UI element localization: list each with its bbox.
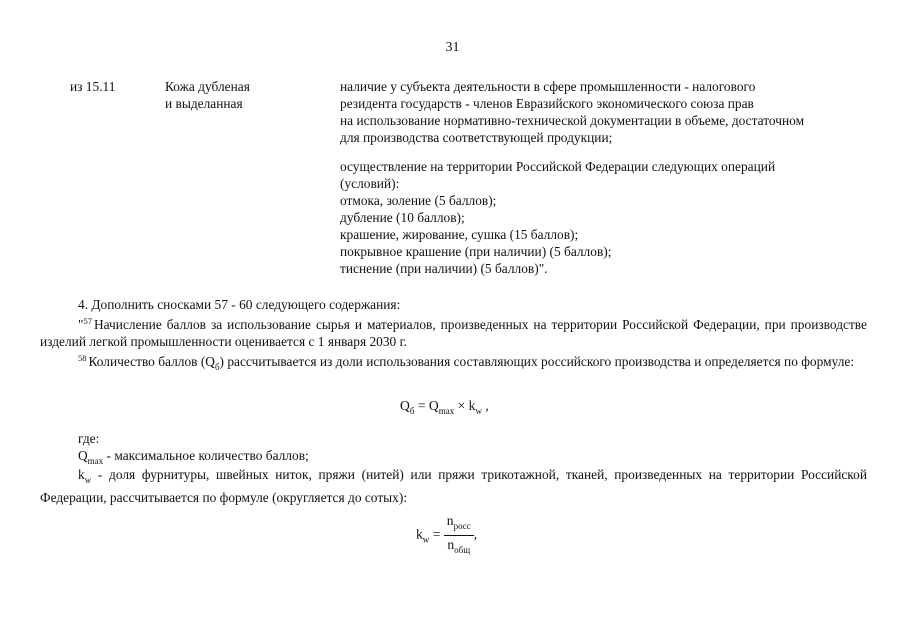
where-label: где: (78, 431, 100, 446)
condition-line: резидента государств - членов Евразийского экономического союза прав (340, 96, 754, 111)
condition-line: для производства соответствующей продукции; (340, 130, 613, 145)
footnote-58: $^{58}$ Количество баллов $(Q_б)$ рассчитывается из доли использования составляющих российского производства и определяется по формуле: (78, 353, 855, 372)
row-product-name (165, 78, 250, 112)
footnote-57-text: Начисление баллов за использование сырья и материалов, произведенных на территории Российской Федерации, при производстве изделий легкой промышленности оценивается с 1 января 2030 г. (40, 317, 867, 349)
row-conditions (340, 78, 860, 277)
condition-line: (условий): (340, 176, 400, 191)
condition-line: отмока, золение (5 баллов); (340, 193, 497, 208)
product-name-line: и выделанная (165, 96, 243, 111)
page-number: 31 (445, 40, 460, 55)
condition-line: наличие у субъекта деятельности в сфере промышленности - налогового (340, 79, 756, 94)
condition-line: осуществление на территории Российской Федерации следующих операций (340, 159, 776, 174)
condition-line: дубление (10 баллов); (340, 210, 465, 225)
condition-line: на использование нормативно-технической документации в объеме, достаточном (340, 113, 805, 128)
footnote-58-number: 58 (78, 353, 87, 363)
definition-kw: $k_w$ - доля фурнитуры, швейных ниток, пряжи (нитей) или пряжи трикотажной, тканей, произведенных на территории Российской Федерации, рассчитывается по формуле (округляется до сотых): (40, 467, 867, 505)
formula-points: $Q_б = Q_{max} \times k_w$ , (400, 398, 489, 416)
condition-line: покрывное крашение (при наличии) (5 баллов); (340, 244, 612, 259)
condition-line: крашение, жирование, сушка (15 баллов); (340, 227, 579, 242)
footnote-57-number: 57 (83, 316, 92, 326)
row-code: из 15.11 (70, 79, 116, 94)
condition-line: тиснение (при наличии) (5 баллов)". (340, 261, 548, 276)
item-4: 4. Дополнить сносками 57 - 60 следующего содержания: (78, 297, 401, 312)
formula-kw: $k_w$ = $\frac{n_{росс}}{n_{общ}}$ , (416, 512, 477, 559)
fraction: $\frac{n_{росс}}{n_{общ}}$ (444, 512, 474, 559)
product-name-line: Кожа дубленая (165, 79, 250, 94)
definition-qmax: $Q_{max}$ - максимальное количество баллов; (78, 448, 309, 466)
footnote-57: "$^{57}$ Начисление баллов за использование сырья и материалов, произведенных на территории Российской Федерации, при производстве изделий легкой промышленности оценивается с 1 января 2030 г. (40, 316, 867, 349)
